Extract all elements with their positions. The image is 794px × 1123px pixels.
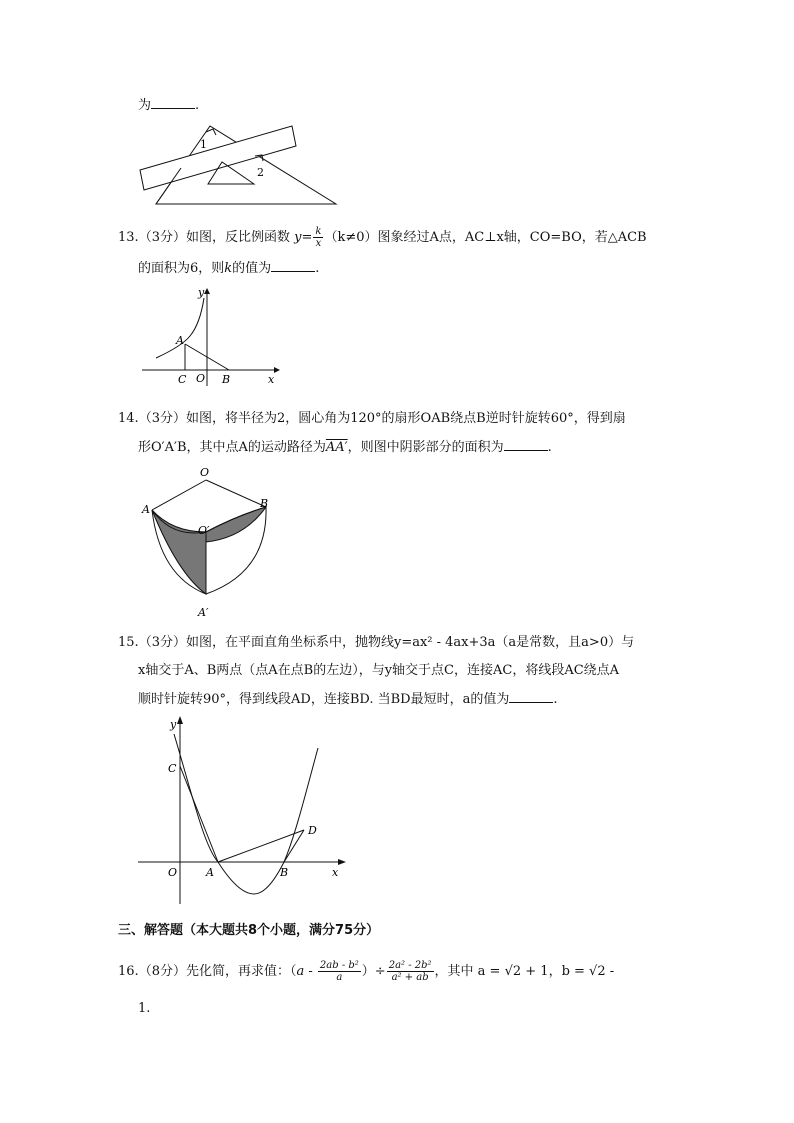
q14-end: .: [547, 440, 552, 455]
q14-label-a2: A′: [198, 606, 209, 619]
q16-fraction1: [318, 960, 361, 983]
q13-text2: 的面积为6，则: [138, 261, 225, 276]
q16-close: ）÷: [361, 964, 386, 979]
q15-label-b: B: [280, 866, 289, 879]
q15-text2: x轴交于A、B两点（点A在点B的左边），与y轴交于点C，连接AC，将线段AC绕点A: [138, 663, 620, 678]
q16-minus: -: [304, 964, 317, 979]
q15-line2: [138, 662, 619, 680]
q16-text2: ，其中 a = √2 + 1，b = √2 -: [434, 964, 615, 979]
q13-fraction: [313, 226, 323, 249]
q15-answer-blank: [509, 690, 553, 703]
q13-label-c: C: [178, 373, 187, 386]
q13-label-b: B: [222, 373, 231, 386]
q16-a: a: [296, 964, 305, 979]
q15-text3: 顺时针旋转90°，得到线段AD，连接BD. 当BD最短时，a的值为: [138, 692, 510, 707]
q14-shaded-right: [206, 507, 266, 542]
q16-f2-num: 2a² - 2b²: [388, 960, 432, 971]
q12-angle1-label: 1: [200, 138, 207, 151]
q14-label-o: O: [200, 466, 210, 479]
q15-line1: [118, 634, 634, 652]
q13-y: y: [294, 230, 302, 245]
q15-text1: 如图，在平面直角坐标系中，抛物线y=ax² - 4ax+3a（a是常数，且a>0）与: [185, 635, 635, 650]
q16-line1: [118, 960, 614, 984]
q15-label-x: x: [332, 866, 339, 879]
q14-shaded-left: [152, 510, 206, 594]
q13-label-o: O: [196, 372, 206, 385]
q15-segment-ac: [180, 766, 218, 862]
q16-score: （8分）: [138, 964, 186, 979]
q16-f1-num: 2ab - b²: [319, 960, 359, 971]
q12-end: .: [195, 98, 200, 113]
q15-number: 15.: [118, 635, 139, 650]
q13-score: （3分）: [138, 230, 186, 245]
q15-segment-ad: [218, 830, 304, 862]
section3-heading: 三、解答题（本大题共8个小题，满分75分）: [118, 923, 380, 938]
q13-label-x: x: [268, 373, 275, 386]
q14-answer-blank: [504, 438, 548, 451]
q16-fraction2: [387, 960, 434, 983]
q16-f1-den: a: [336, 972, 343, 983]
q14-line1: [118, 410, 626, 428]
q13-answer-blank: [271, 259, 315, 272]
q15-line3: [138, 690, 558, 709]
q12-angle2-label: 2: [257, 166, 264, 179]
q15-label-o: O: [168, 866, 178, 879]
q13-line1: [118, 226, 647, 249]
q14-radius-oa: [152, 480, 206, 510]
q14-line2: [138, 438, 552, 457]
q13-k2: k: [224, 261, 233, 276]
q15-score: （3分）: [138, 635, 186, 650]
q14-number: 14.: [118, 411, 139, 426]
q13-hyperbola: [156, 298, 204, 358]
q12-answer-blank: [151, 96, 195, 109]
q16-line2: [138, 1000, 150, 1018]
q12-figure: [136, 118, 346, 208]
q15-end: .: [553, 692, 558, 707]
q12-ruler: [140, 126, 296, 190]
q14-label-b: B: [260, 497, 269, 510]
q13-text3: 的值为: [232, 261, 272, 276]
q15-figure: [136, 714, 352, 910]
q14-text1: 如图，将半径为2，圆心角为120°的扇形OAB绕点B逆时针旋转60°，得到扇: [185, 411, 626, 426]
q13-label-y: y: [198, 286, 205, 299]
q13-number: 13.: [118, 230, 139, 245]
q14-text2: 形O′A′B，其中点A的运动路径为: [138, 440, 326, 455]
q12-answer-line: [138, 96, 199, 115]
q14-radius-ob: [206, 480, 266, 507]
q15-label-c: C: [168, 762, 177, 775]
q15-parabola: [174, 734, 318, 894]
q13-text1: 如图，反比例函数: [185, 230, 290, 245]
q12-tail-text: 为: [138, 98, 152, 113]
q13-figure: [138, 286, 283, 390]
q15-label-a: A: [206, 866, 214, 879]
q13-condition: （k≠0）图象经过A点，AC⊥x轴，CO=BO，若△ACB: [324, 230, 647, 245]
q14-label-o2: O′: [198, 524, 210, 537]
q14-text3: ，则图中阴影部分的面积为: [347, 440, 504, 455]
q16-text3: 1.: [138, 1001, 151, 1016]
q15-label-y: y: [170, 718, 177, 731]
q13-line2: [138, 259, 319, 278]
q14-arc: AA′: [325, 440, 348, 455]
q15-label-d: D: [308, 824, 317, 837]
q13-end: .: [315, 261, 320, 276]
q16-number: 16.: [118, 964, 139, 979]
q13-label-a: A: [176, 334, 184, 347]
q13-eq: =: [301, 230, 313, 245]
q16-f2-den: a² + ab: [391, 972, 429, 983]
q14-figure: [138, 462, 278, 622]
q16-text1: 先化简，再求值：（: [185, 964, 297, 979]
q14-score: （3分）: [138, 411, 186, 426]
q13-frac-den: x: [315, 238, 322, 249]
q13-frac-num: k: [315, 226, 322, 237]
q14-label-a: A: [142, 503, 150, 516]
